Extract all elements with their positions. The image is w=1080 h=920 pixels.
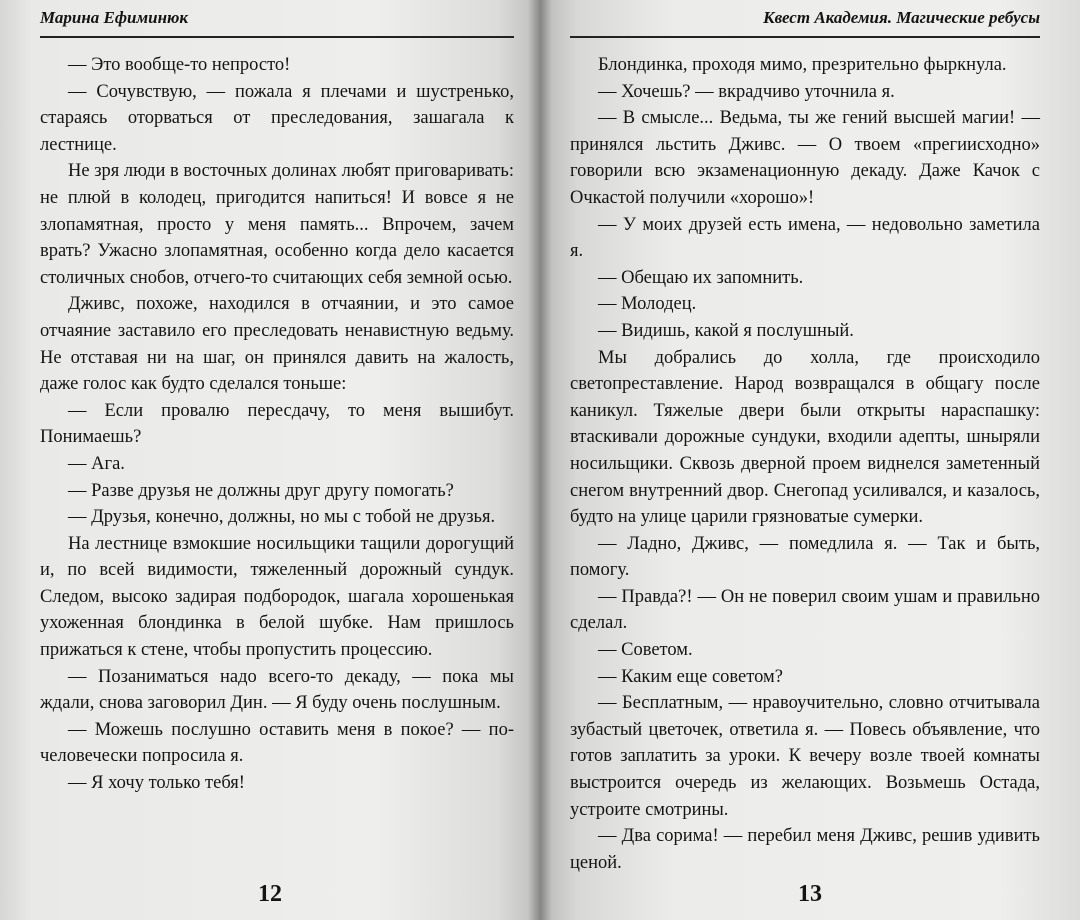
running-head-title: Квест Академия. Магические ребусы xyxy=(570,0,1040,38)
paragraph: — Правда?! — Он не поверил своим ушам и правильно сделал. xyxy=(570,586,1040,634)
book-gutter-shadow xyxy=(528,0,552,920)
paragraph: Не зря люди в восточных долинах любят приговаривать: не плюй в колодец, пригодится напиться! И вовсе я не злопамятная, просто у меня память... Впрочем, зачем врать? Ужасно злопамятная, особенно когда дело касается столичных снобов, отчего-то считающих себя земной осью. xyxy=(40,161,514,288)
paragraph: — У моих друзей есть имена, — недовольно заметила я. xyxy=(570,214,1040,262)
paragraph: — Ладно, Дживс, — помедлила я. — Так и быть, помогу. xyxy=(570,533,1040,581)
paragraph: — Каким еще советом? xyxy=(598,666,783,687)
paragraph: — Сочувствую, — пожала я плечами и шустренько, стараясь оторваться от преследования, зашагала к лестнице. xyxy=(40,81,514,155)
paragraph: — Молодец. xyxy=(598,294,697,315)
paragraph: — Хочешь? — вкрадчиво уточнила я. xyxy=(598,81,895,102)
page-number: 12 xyxy=(258,881,282,907)
right-page xyxy=(540,0,1080,920)
paragraph: На лестнице взмокшие носильщики тащили дорогущий и, по всей видимости, тяжеленный дорожный сундук. Следом, высоко задирая подбородок, шагала хорошенькая ухоженная блондинка в белой шубке. Нам пришлось прижаться к стене, чтобы пропустить процессию. xyxy=(40,533,514,661)
paragraph: — Если провалю пересдачу, то меня вышибут. Понимаешь? xyxy=(40,400,514,448)
paragraph: — Это вообще-то непросто! xyxy=(68,55,291,75)
paragraph: Мы добрались до холла, где происходило светопреставление. Народ возвращался в общагу после каникул. Тяжелые двери были открыты нараспашку: втаскивали дорожные сундуки, входили адепты, шныряли носильщики. Сквозь дверной проем виднелся заметенный снегом внутренний двор. Снегопад усиливался, и казалось, будто на улице царили грязноватые сумерки. xyxy=(570,347,1040,528)
paragraph: — Позаниматься надо всего-то декаду, — пока мы ждали, снова заговорил Дин. — Я буду очень послушным. xyxy=(40,666,514,714)
paragraph: — Бесплатным, — нравоучительно, словно отчитывала зубастый цветочек, ответила я. — Повесь объявление, что готов заплатить за уроки. К вечеру возле твоей комнаты выстроится очередь из желающих. Возьмешь Остада, устроите смотрины. xyxy=(570,693,1040,820)
page-number: 13 xyxy=(798,881,822,907)
paragraph: — Можешь послушно оставить меня в покое? — по-человечески попросила я. xyxy=(40,719,514,767)
paragraph: — Ага. xyxy=(68,453,125,474)
paragraph: — Разве друзья не должны друг другу помогать? xyxy=(68,480,454,501)
paragraph: — В смысле... Ведьма, ты же гений высшей магии! — принялся льстить Дживс. — О твоем «прегиисходно» говорили всю экзаменационную декаду. Даже Качок с Очкастой получили «хорошо»! xyxy=(570,108,1040,208)
paragraph: Блондинка, проходя мимо, презрительно фыркнула. xyxy=(598,55,1007,75)
running-head-author: Марина Ефиминюк xyxy=(40,0,514,38)
paragraph: — Советом. xyxy=(598,640,693,661)
right-page-text xyxy=(570,52,1040,876)
paragraph: — Я хочу только тебя! xyxy=(68,773,245,794)
paragraph: — Два сорима! — перебил меня Дживс, решив удивить ценой. xyxy=(570,826,1040,873)
paragraph: Дживс, похоже, находился в отчаянии, и это самое отчаяние заставило его преследовать ненавистную ведьму. Не отставая ни на шаг, он принялся давить на жалость, даже голос как будто сделался тоньше: xyxy=(40,294,514,395)
paragraph: — Видишь, какой я послушный. xyxy=(598,320,854,341)
paragraph: — Обещаю их запомнить. xyxy=(598,267,804,288)
left-page-text xyxy=(40,52,514,797)
paragraph: — Друзья, конечно, должны, но мы с тобой не друзья. xyxy=(68,507,496,528)
